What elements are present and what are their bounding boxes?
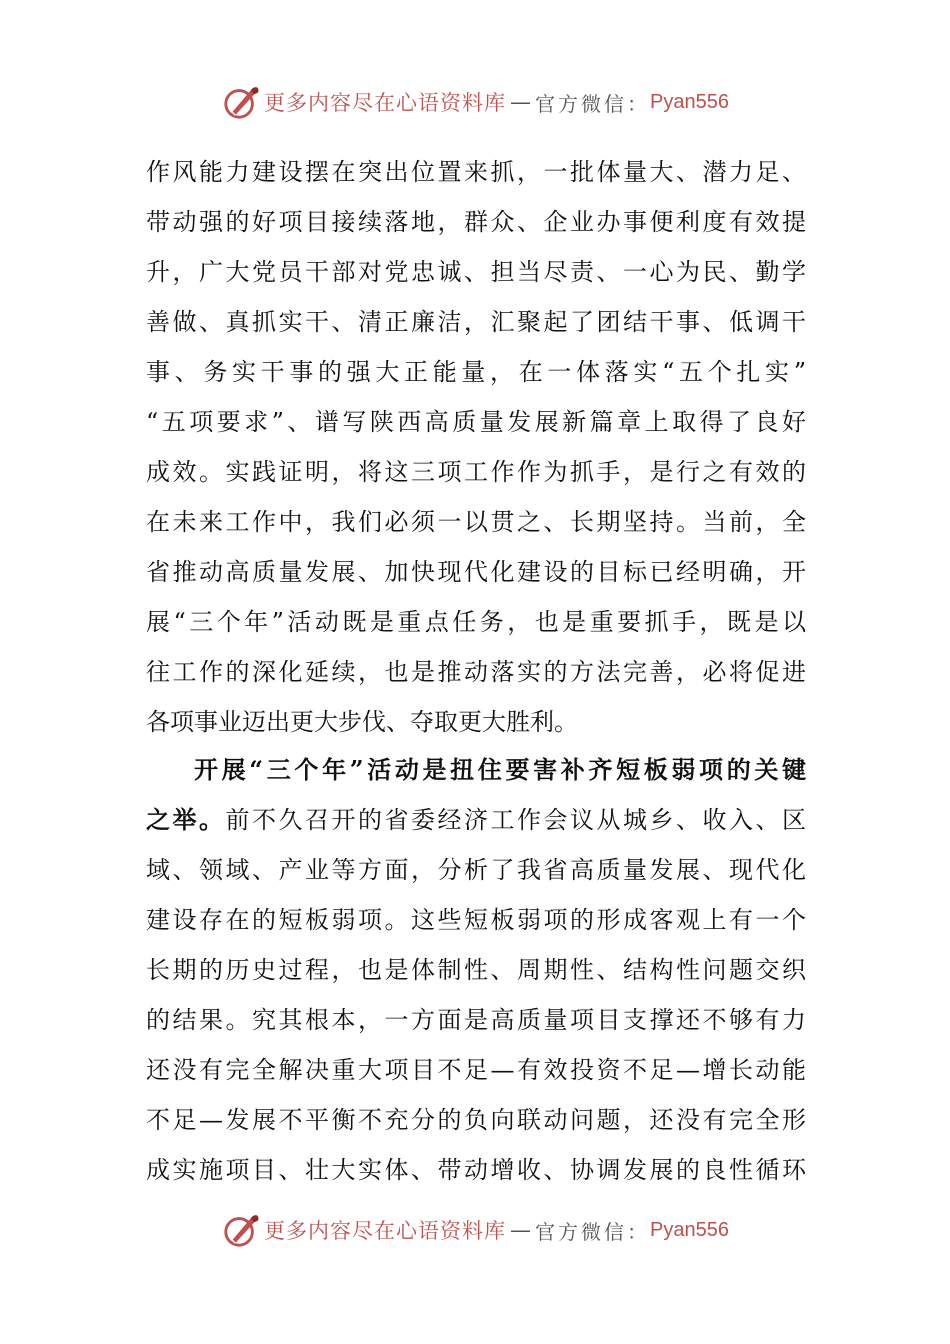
text-line: 省推动高质量发展、加快现代化建设的目标已经明确，开 xyxy=(146,558,806,586)
header-dash: — xyxy=(510,90,531,114)
text-line: 建设存在的短板弱项。这些短板弱项的形成客观上有一个 xyxy=(146,906,806,934)
text-line: 长期的历史过程，也是体制性、周期性、结构性问题交织 xyxy=(146,956,806,984)
text-line: 成效。实践证明，将这三项工作作为抓手，是行之有效的 xyxy=(146,458,806,486)
text-line: 还没有完全解决重大项目不足—有效投资不足—增长动能 xyxy=(146,1056,806,1084)
header-banner xyxy=(222,80,729,124)
text-line: “五项要求”、谱写陕西高质量发展新篇章上取得了良好 xyxy=(146,408,806,436)
text-line: 在未来工作中，我们必须一以贯之、长期坚持。当前，全 xyxy=(146,508,806,536)
text-line: 域、领域、产业等方面，分析了我省高质量发展、现代化 xyxy=(146,856,806,884)
text-line: 作风能力建设摆在突出位置来抓，一批体量大、潜力足、 xyxy=(146,158,806,186)
header-brand-text: 更多内容尽在心语资料库 xyxy=(264,91,506,115)
text-line: 往工作的深化延续，也是推动落实的方法完善，必将促进 xyxy=(146,658,806,686)
text-line-rest: 前不久召开的省委经济工作会议从城乡、收入、区 xyxy=(225,806,806,834)
text-line: 不足—发展不平衡不充分的负向联动问题，还没有完全形 xyxy=(146,1106,806,1134)
footer-dash: — xyxy=(510,1218,531,1242)
text-line: 升，广大党员干部对党忠诚、担当尽责、一心为民、勤学 xyxy=(146,258,806,286)
text-line: 带动强的好项目接续落地，群众、企业办事便利度有效提 xyxy=(146,208,806,236)
header-wechat-label: 官方微信： xyxy=(535,91,650,116)
text-line xyxy=(146,795,806,845)
text-line: 善做、真抓实干、清正廉洁，汇聚起了团结干事、低调干 xyxy=(146,308,806,336)
text-line: 成实施项目、壮大实体、带动增收、协调发展的良性循环 xyxy=(146,1156,806,1184)
paragraph-heading: 开展“三个年”活动是扭住要害补齐短板弱项的关键 xyxy=(194,755,806,784)
text-line: 展“三个年”活动既是重点任务，也是重要抓手，既是以 xyxy=(146,608,806,636)
footer-banner xyxy=(222,1208,729,1252)
text-line: 的结果。究其根本，一方面是高质量项目支撑还不够有力 xyxy=(146,1006,806,1034)
header-wechat-id: Pyan556 xyxy=(650,90,729,113)
footer-wechat-id: Pyan556 xyxy=(650,1218,729,1241)
footer-brand-text: 更多内容尽在心语资料库 xyxy=(264,1219,506,1243)
quill-logo-icon xyxy=(222,83,260,121)
quill-logo-icon xyxy=(222,1211,260,1249)
paragraph-2 xyxy=(146,745,806,1195)
text-line: 事、务实干事的强大正能量，在一体落实“五个扎实” xyxy=(146,358,806,386)
paragraph-heading-end: 之举。 xyxy=(146,805,226,834)
text-line: 各项事业迈出更大步伐、夺取更大胜利。 xyxy=(146,708,578,736)
paragraph-1 xyxy=(146,147,806,747)
footer-wechat-label: 官方微信： xyxy=(535,1219,650,1244)
